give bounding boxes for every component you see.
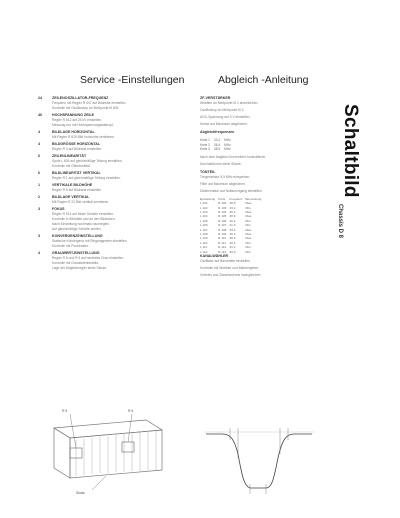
- alignment-section-text: Oszillator auf Bandmitte einstellen.: [200, 259, 251, 264]
- measurement-header-cell: Frequenz: [229, 196, 243, 201]
- alignment-section: [200, 170, 340, 194]
- settings-item-body: [52, 154, 196, 169]
- measurement-cell: L 109: [200, 236, 208, 241]
- settings-item-number: 4: [38, 142, 40, 146]
- passband-curve-diagram: [200, 424, 318, 496]
- measurement-cell: L 110: [200, 240, 208, 245]
- alignment-section-title: ZF-VERSTÄRKER: [200, 96, 231, 100]
- settings-item-body: [52, 96, 196, 111]
- alignment-section-text: Tongenerator 5,5 MHz einspeisen.: [200, 174, 251, 179]
- settings-item-title: ZEILENOSZILLATOR-FREQUENZ: [52, 96, 109, 100]
- measurement-cell: R 109: [218, 232, 227, 237]
- diagram-leader-bottom: [92, 476, 106, 490]
- alignment-section-text: Wobbler an Meßpunkt M 1 anschließen.: [200, 101, 259, 105]
- settings-item-title: BILDLAGE VERTIKAL: [52, 195, 90, 199]
- settings-item-text: Regler R 3 auf Bildrand einstellen.: [52, 147, 103, 151]
- measurement-cell: 33,4: [229, 205, 236, 210]
- measurement-cell: 39,9: [229, 249, 236, 254]
- settings-item-title: KONVERGENZEINSTELLUNG: [52, 234, 103, 238]
- settings-item-body: [52, 130, 196, 140]
- measurement-cell: Min.: [245, 249, 252, 254]
- service-settings-column: [38, 96, 196, 273]
- alignment-section-text: Oszilloskop an Meßpunkt M 2.: [200, 108, 245, 112]
- settings-item-title: FOKUS: [52, 207, 65, 211]
- frequency-cell: MHz: [224, 147, 231, 152]
- settings-item-body: [52, 207, 196, 232]
- measurement-cell: Max.: [245, 236, 253, 241]
- measurement-cell: R 112: [218, 245, 227, 250]
- settings-item-text: Mit Regler R 619 Bild horizontal zentrieren.: [52, 135, 115, 139]
- settings-item: [38, 96, 196, 111]
- alignment-section-title: Abgleichfrequenzen: [200, 130, 235, 134]
- frequency-cell: 38,9: [213, 147, 221, 152]
- measurement-header-cell: Kreis: [218, 196, 226, 201]
- settings-item-number: 2: [38, 195, 40, 199]
- alignment-section-text: Durchlaßkurve siehe Skizze.: [200, 161, 242, 166]
- measurement-cell: Max.: [245, 227, 253, 232]
- measurement-cell: Min.: [245, 223, 252, 228]
- diagram-board-top: [54, 420, 162, 438]
- diagram-board-side: [54, 428, 70, 478]
- settings-item-text: Kontrolle mit Oszilloskop an Meßpunkt M 605.: [52, 106, 120, 110]
- alignment-section-title: KANALWÄHLER: [200, 254, 229, 259]
- frequency-cell: Kreis 3: [200, 147, 210, 152]
- diagram-leader-left: [70, 414, 76, 448]
- measurement-cell: L 102: [200, 205, 208, 210]
- frequency-row: [200, 138, 235, 143]
- frequency-cell: 33,4: [213, 138, 221, 142]
- measurement-cell: R 110: [218, 236, 227, 241]
- alignment-section: [200, 155, 340, 167]
- measurement-cell: L 103: [200, 210, 208, 214]
- settings-item: [38, 171, 196, 181]
- settings-item-text: Kontrolle mit Punktraster.: [52, 244, 89, 248]
- settings-item-body: [52, 251, 196, 271]
- settings-item-text: Kontrolle mit Gittertestbild.: [52, 164, 91, 168]
- settings-item: [38, 251, 196, 271]
- curve-markers: [230, 428, 288, 494]
- settings-item-number: 3: [38, 234, 40, 238]
- settings-item-text: Statische Konvergenz mit Ringmagneten einstellen.: [52, 239, 128, 243]
- settings-item: [38, 130, 196, 140]
- measurement-cell: Min.: [245, 245, 252, 250]
- measurement-cell: R 102: [218, 201, 227, 206]
- frequency-row: [200, 147, 235, 152]
- measurement-cell: R 103: [218, 205, 227, 210]
- settings-item-number: 6: [38, 154, 40, 158]
- measurement-cell: Min.: [245, 240, 252, 245]
- alignment-section-text: Nach dem Abgleich Kurvenform kontrollieren.: [200, 154, 267, 159]
- measurement-cell: L 105: [200, 218, 208, 223]
- settings-item-number: 4: [38, 251, 40, 255]
- alignment-section-text: Diskriminator auf Nulldurchgang einstellen.: [200, 188, 263, 193]
- measurement-cell: L 108: [200, 232, 208, 237]
- frequency-cell: MHz: [224, 142, 231, 147]
- settings-item-body: [52, 234, 196, 249]
- frequency-cell: Kreis 1: [200, 138, 210, 142]
- measurement-header-cell: Bemerkung: [245, 196, 262, 201]
- alignment-section: [200, 254, 340, 278]
- measurement-cell: L 101: [200, 201, 208, 206]
- settings-item-number: 4: [38, 130, 40, 134]
- diagram-leader-right: [128, 414, 132, 442]
- settings-item: [38, 142, 196, 152]
- settings-item-text: Regler R 5 auf Bildrand einstellen.: [52, 188, 103, 192]
- measurement-cell: 31,9: [229, 223, 236, 228]
- measurement-cell: L 106: [200, 223, 208, 228]
- diagram-hatching: [76, 431, 156, 476]
- settings-item-number: 1: [38, 183, 40, 187]
- alignment-section-text: Kreise auf Maximum abgleichen.: [200, 122, 248, 126]
- settings-item-body: [52, 142, 196, 152]
- measurement-cell: Max.: [245, 232, 253, 237]
- adjustment-location-diagram: [36, 406, 176, 496]
- settings-item-number: 24: [38, 96, 42, 100]
- alignment-section-text: Vorkreis und Zwischenkreis nachgleichen.: [200, 273, 262, 278]
- settings-item: [38, 195, 196, 205]
- settings-item-text: Messung nur mit Hochspannungstastkopf.: [52, 123, 114, 127]
- settings-item-text: Spule L 604 auf gleichmäßige Teilung einstellen.: [52, 159, 123, 163]
- measurement-cell: Min.: [245, 205, 252, 210]
- measurement-cell: L 112: [200, 249, 208, 254]
- measurement-cell: 40,4: [229, 240, 236, 245]
- service-settings-heading: Service -Einstellungen: [80, 74, 185, 86]
- settings-item-title: HOCHSPANNUNG ZEILE: [52, 113, 95, 117]
- measurement-cell: Max.: [245, 210, 253, 214]
- settings-item-text: Nach Einstellung nochmals nachregeln.: [52, 222, 110, 226]
- alignment-section: [200, 130, 340, 135]
- settings-item-body: [52, 195, 196, 205]
- measurement-cell: 38,9: [229, 201, 236, 206]
- measurement-cell: R 113: [218, 249, 227, 254]
- settings-item: [38, 234, 196, 249]
- measurement-cell: 36,4: [229, 232, 236, 237]
- measurement-cell: R 111: [218, 240, 226, 245]
- settings-item-body: [52, 183, 196, 193]
- measurement-cell: 38,9: [229, 236, 236, 241]
- measurement-cell: 36,4: [229, 210, 236, 214]
- measurement-cell: 33,4: [229, 227, 236, 232]
- measurement-cell: R 108: [218, 227, 227, 232]
- settings-item-text: Regler R 514 auf beste Schärfe einstellen.: [52, 212, 114, 216]
- measurement-cell: L 107: [200, 227, 208, 232]
- alignment-section-text: Filter auf Maximum abgleichen.: [200, 181, 246, 186]
- settings-item-title: ZEILENLINEARITÄT: [52, 154, 87, 158]
- measurement-cell: L 111: [200, 245, 208, 250]
- settings-item: [38, 154, 196, 169]
- settings-item-body: [52, 113, 196, 128]
- alignment-section: [200, 96, 340, 127]
- measurement-cell: R 106: [218, 218, 227, 223]
- frequency-cell: 36,4: [213, 142, 221, 147]
- settings-item-text: Regler R 612 auf 25 kV einstellen.: [52, 118, 103, 122]
- settings-item-body: [52, 171, 196, 181]
- measurement-cell: R 105: [218, 214, 227, 219]
- measurement-cell: Max.: [245, 201, 253, 206]
- measurement-cell: 40,4: [229, 218, 236, 223]
- settings-item-text: Kontrolle in Bildmitte und an den Bildecken.: [52, 217, 116, 221]
- settings-item-text: Auf gleichmäßige Schärfe achten.: [52, 227, 102, 231]
- measurement-cell: 38,9: [229, 214, 236, 219]
- diagram-label-left: R 5: [62, 409, 68, 413]
- alignment-section-text: AGC-Spannung auf 3 V einstellen.: [200, 115, 251, 119]
- settings-item-text: Frequenz mit Regler R 447 auf Bildmitte einstellen.: [52, 101, 127, 105]
- settings-item-number: 3: [38, 207, 40, 211]
- settings-item-number: 6: [38, 171, 40, 175]
- alignment-instructions-heading: Abgleich -Anleitung: [218, 74, 309, 86]
- alignment-column: [200, 96, 340, 281]
- settings-item: [38, 207, 196, 232]
- alignment-section-text: Kontrolle mit Wobbler und Markengeber.: [200, 266, 259, 271]
- alignment-section-title: TONTEIL: [200, 169, 216, 174]
- passband-curve: [206, 434, 312, 488]
- settings-item-text: Regler R 5 und R 6 auf neutrales Grau einstellen.: [52, 256, 125, 260]
- measurement-cell: Max.: [245, 214, 253, 219]
- chassis-label: Chassis D 8: [337, 204, 343, 239]
- frequency-cell: MHz: [224, 138, 231, 142]
- measurement-table: [200, 197, 264, 254]
- measurement-cell: R 104: [218, 210, 227, 214]
- settings-item-title: BILDLINEARITÄT VERTIKAL: [52, 171, 101, 175]
- settings-item-text: Regler R 1 auf gleichmäßige Teilung einstellen.: [52, 176, 121, 180]
- frequency-cell: Kreis 2: [200, 142, 210, 147]
- settings-item-title: BILDLAGE HORIZONTAL: [52, 130, 95, 134]
- settings-item-title: BILDGRÖSSE HORIZONTAL: [52, 142, 101, 146]
- measurement-cell: Min.: [245, 218, 252, 223]
- measurement-cell: R 107: [218, 223, 227, 228]
- measurement-cell: 41,4: [229, 245, 236, 250]
- schaltbild-title: Schaltbild: [340, 104, 361, 198]
- diagram-label-bottom: Skala: [76, 491, 85, 495]
- settings-item: [38, 113, 196, 128]
- alignment-frequency-table: [200, 138, 235, 152]
- settings-item-title: VERTIKALE BILDHÖHE: [52, 183, 93, 187]
- measurement-cell: L 104: [200, 214, 208, 219]
- settings-item-number: 46: [38, 113, 42, 117]
- settings-item-text: Lage der Abgleichregler siehe Skizze.: [52, 266, 108, 270]
- measurement-header-cell: Einstellung: [200, 196, 216, 201]
- diagram-label-right: R 6: [128, 409, 134, 413]
- settings-item-title: GRAUWERT-EINSTELLUNG: [52, 251, 100, 255]
- settings-item-text: Mit Regler R 22 Bild vertikal zentrieren.: [52, 200, 110, 204]
- settings-item: [38, 183, 196, 193]
- settings-item-text: Kontrolle mit Graustufentestbild.: [52, 261, 99, 265]
